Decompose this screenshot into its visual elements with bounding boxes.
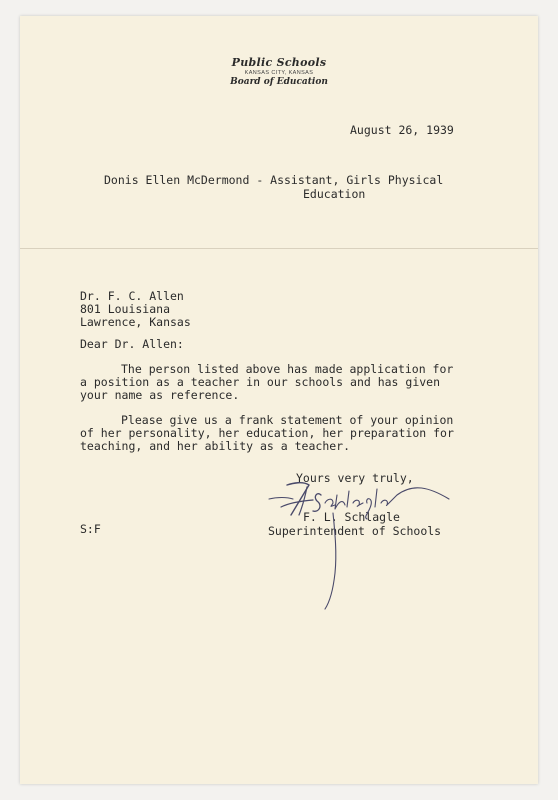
recipient-name: Dr. F. C. Allen [80,289,184,303]
typist-initials: S:F [80,522,101,536]
letterhead [20,56,538,87]
fold-line [20,248,538,249]
paragraph-2-line-1: Please give us a frank statement of your opinion [121,413,454,427]
subject-line-1: Donis Ellen McDermond - Assistant, Girls Physical [104,173,444,187]
recipient-street: 801 Louisiana [80,302,171,316]
paragraph-2-line-3: teaching, and her ability as a teacher. [80,439,351,453]
closing: Yours very truly, [296,471,414,485]
paragraph-1-line-1: The person listed above has made application for [121,362,454,376]
paragraph-1-line-2: a position as a teacher in our schools and has given [80,375,441,389]
paragraph-1-line-3: your name as reference. [80,388,240,402]
paragraph-2-line-2: of her personality, her education, her preparation for [80,426,454,440]
letterhead-city: KANSAS CITY, KANSAS [244,70,314,76]
salutation: Dear Dr. Allen: [80,337,184,351]
recipient-city: Lawrence, Kansas [80,315,191,329]
letterhead-board: Board of Education [230,77,328,87]
signer-name: F. L. Schlagle [303,510,400,524]
letterhead-org: Public Schools [231,56,327,69]
subject-line-2: Education [303,187,366,201]
handwritten-signature [263,473,473,613]
signer-title: Superintendent of Schools [268,524,442,538]
letter-date: August 26, 1939 [350,123,454,137]
letter-page [20,16,538,784]
